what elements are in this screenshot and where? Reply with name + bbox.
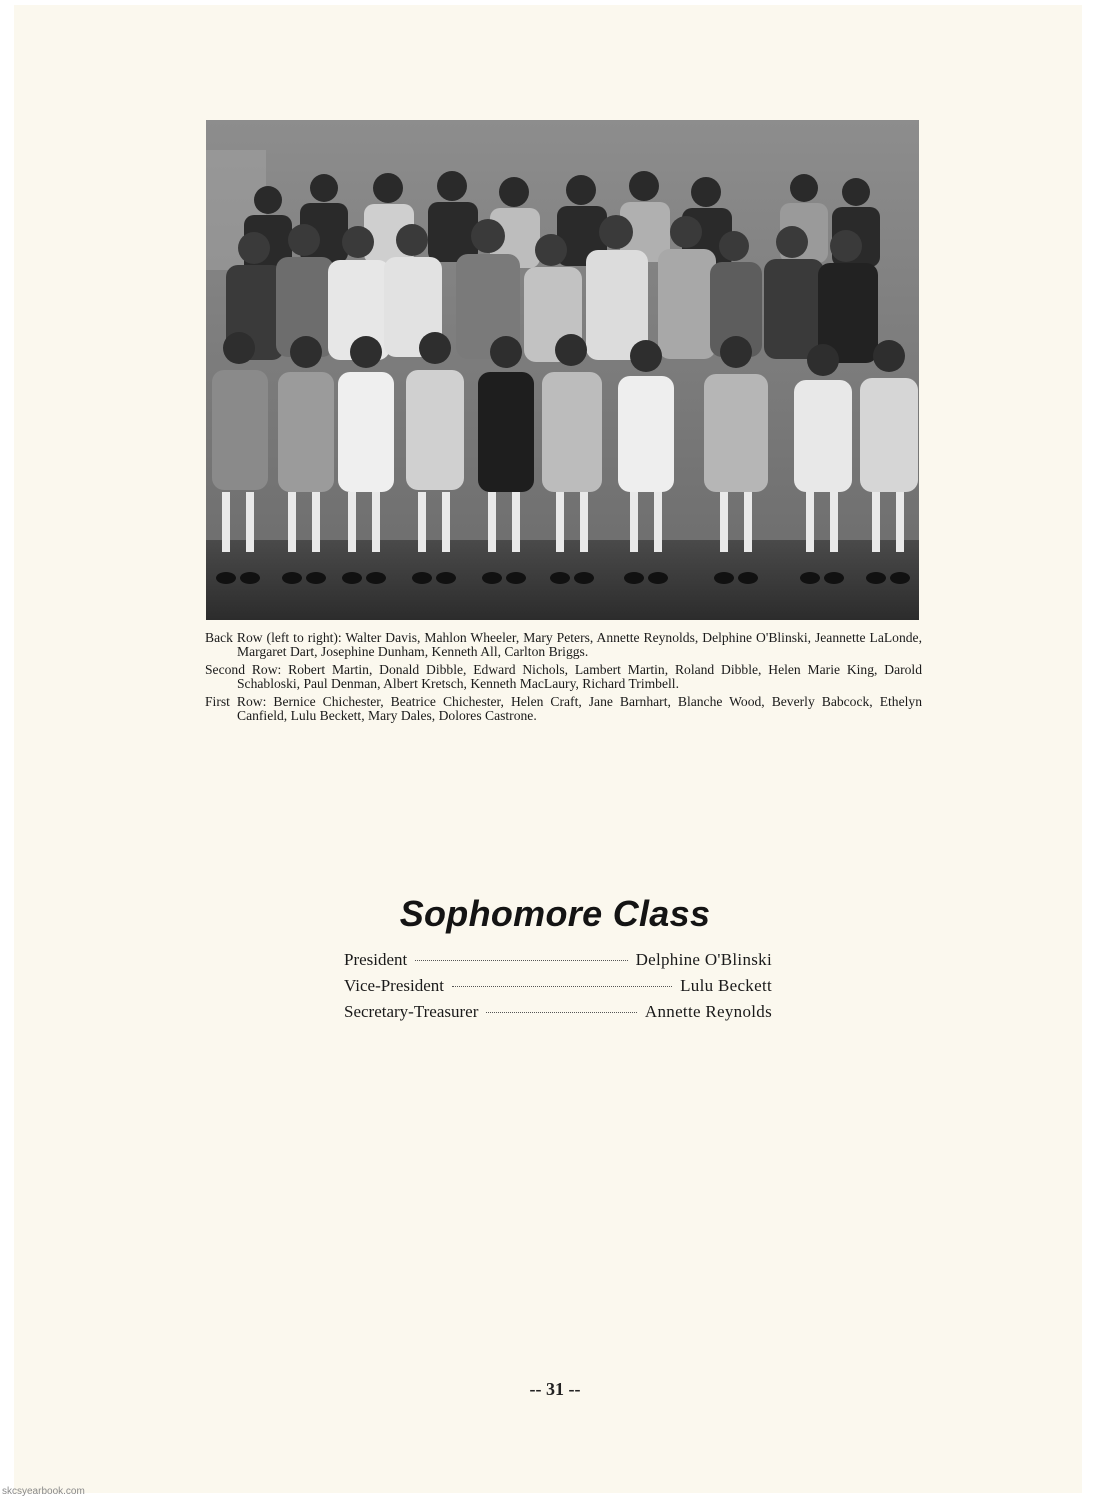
officers-list bbox=[344, 950, 772, 1028]
officer-row-vice-president bbox=[344, 976, 772, 1002]
section-heading: Sophomore Class bbox=[399, 893, 711, 934]
officer-name: Lulu Beckett bbox=[680, 976, 772, 995]
caption-first-row: First Row: Bernice Chichester, Beatrice Chichester, Helen Craft, Jane Barnhart, Blanche Wood, Beverly Babcock, Ethelyn Canfield, Lulu Beckett, Mary Dales, Dolores Castrone. bbox=[205, 694, 922, 723]
officer-name: Delphine O'Blinski bbox=[635, 950, 772, 969]
officer-name: Annette Reynolds bbox=[644, 1002, 772, 1021]
photo-caption bbox=[205, 631, 922, 727]
page-number: -- 31 -- bbox=[529, 1379, 581, 1399]
officer-role: Vice-President bbox=[344, 976, 444, 995]
yearbook-page bbox=[14, 5, 1082, 1493]
class-photo bbox=[206, 120, 919, 620]
class-photo-illustration bbox=[206, 120, 919, 620]
officer-row-secretary-treasurer bbox=[344, 1002, 772, 1028]
caption-back-row: Back Row (left to right): Walter Davis, Mahlon Wheeler, Mary Peters, Annette Reynolds, Delphine O'Blinski, Jeannette LaLonde, Margaret Dart, Josephine Dunham, Kenneth All, Carlton Briggs. bbox=[205, 630, 922, 659]
dot-leader bbox=[486, 1011, 637, 1013]
dot-leader bbox=[415, 959, 627, 961]
officer-role: President bbox=[344, 950, 408, 969]
officer-role: Secretary-Treasurer bbox=[344, 1002, 479, 1021]
watermark: skcsyearbook.com bbox=[2, 1486, 85, 1497]
dot-leader bbox=[452, 985, 672, 987]
caption-second-row: Second Row: Robert Martin, Donald Dibble, Edward Nichols, Lambert Martin, Roland Dibble, Helen Marie King, Darold Schabloski, Paul Denman, Albert Kretsch, Kenneth MacLaury, Richard Trimbell. bbox=[205, 662, 922, 691]
officer-row-president bbox=[344, 950, 772, 976]
